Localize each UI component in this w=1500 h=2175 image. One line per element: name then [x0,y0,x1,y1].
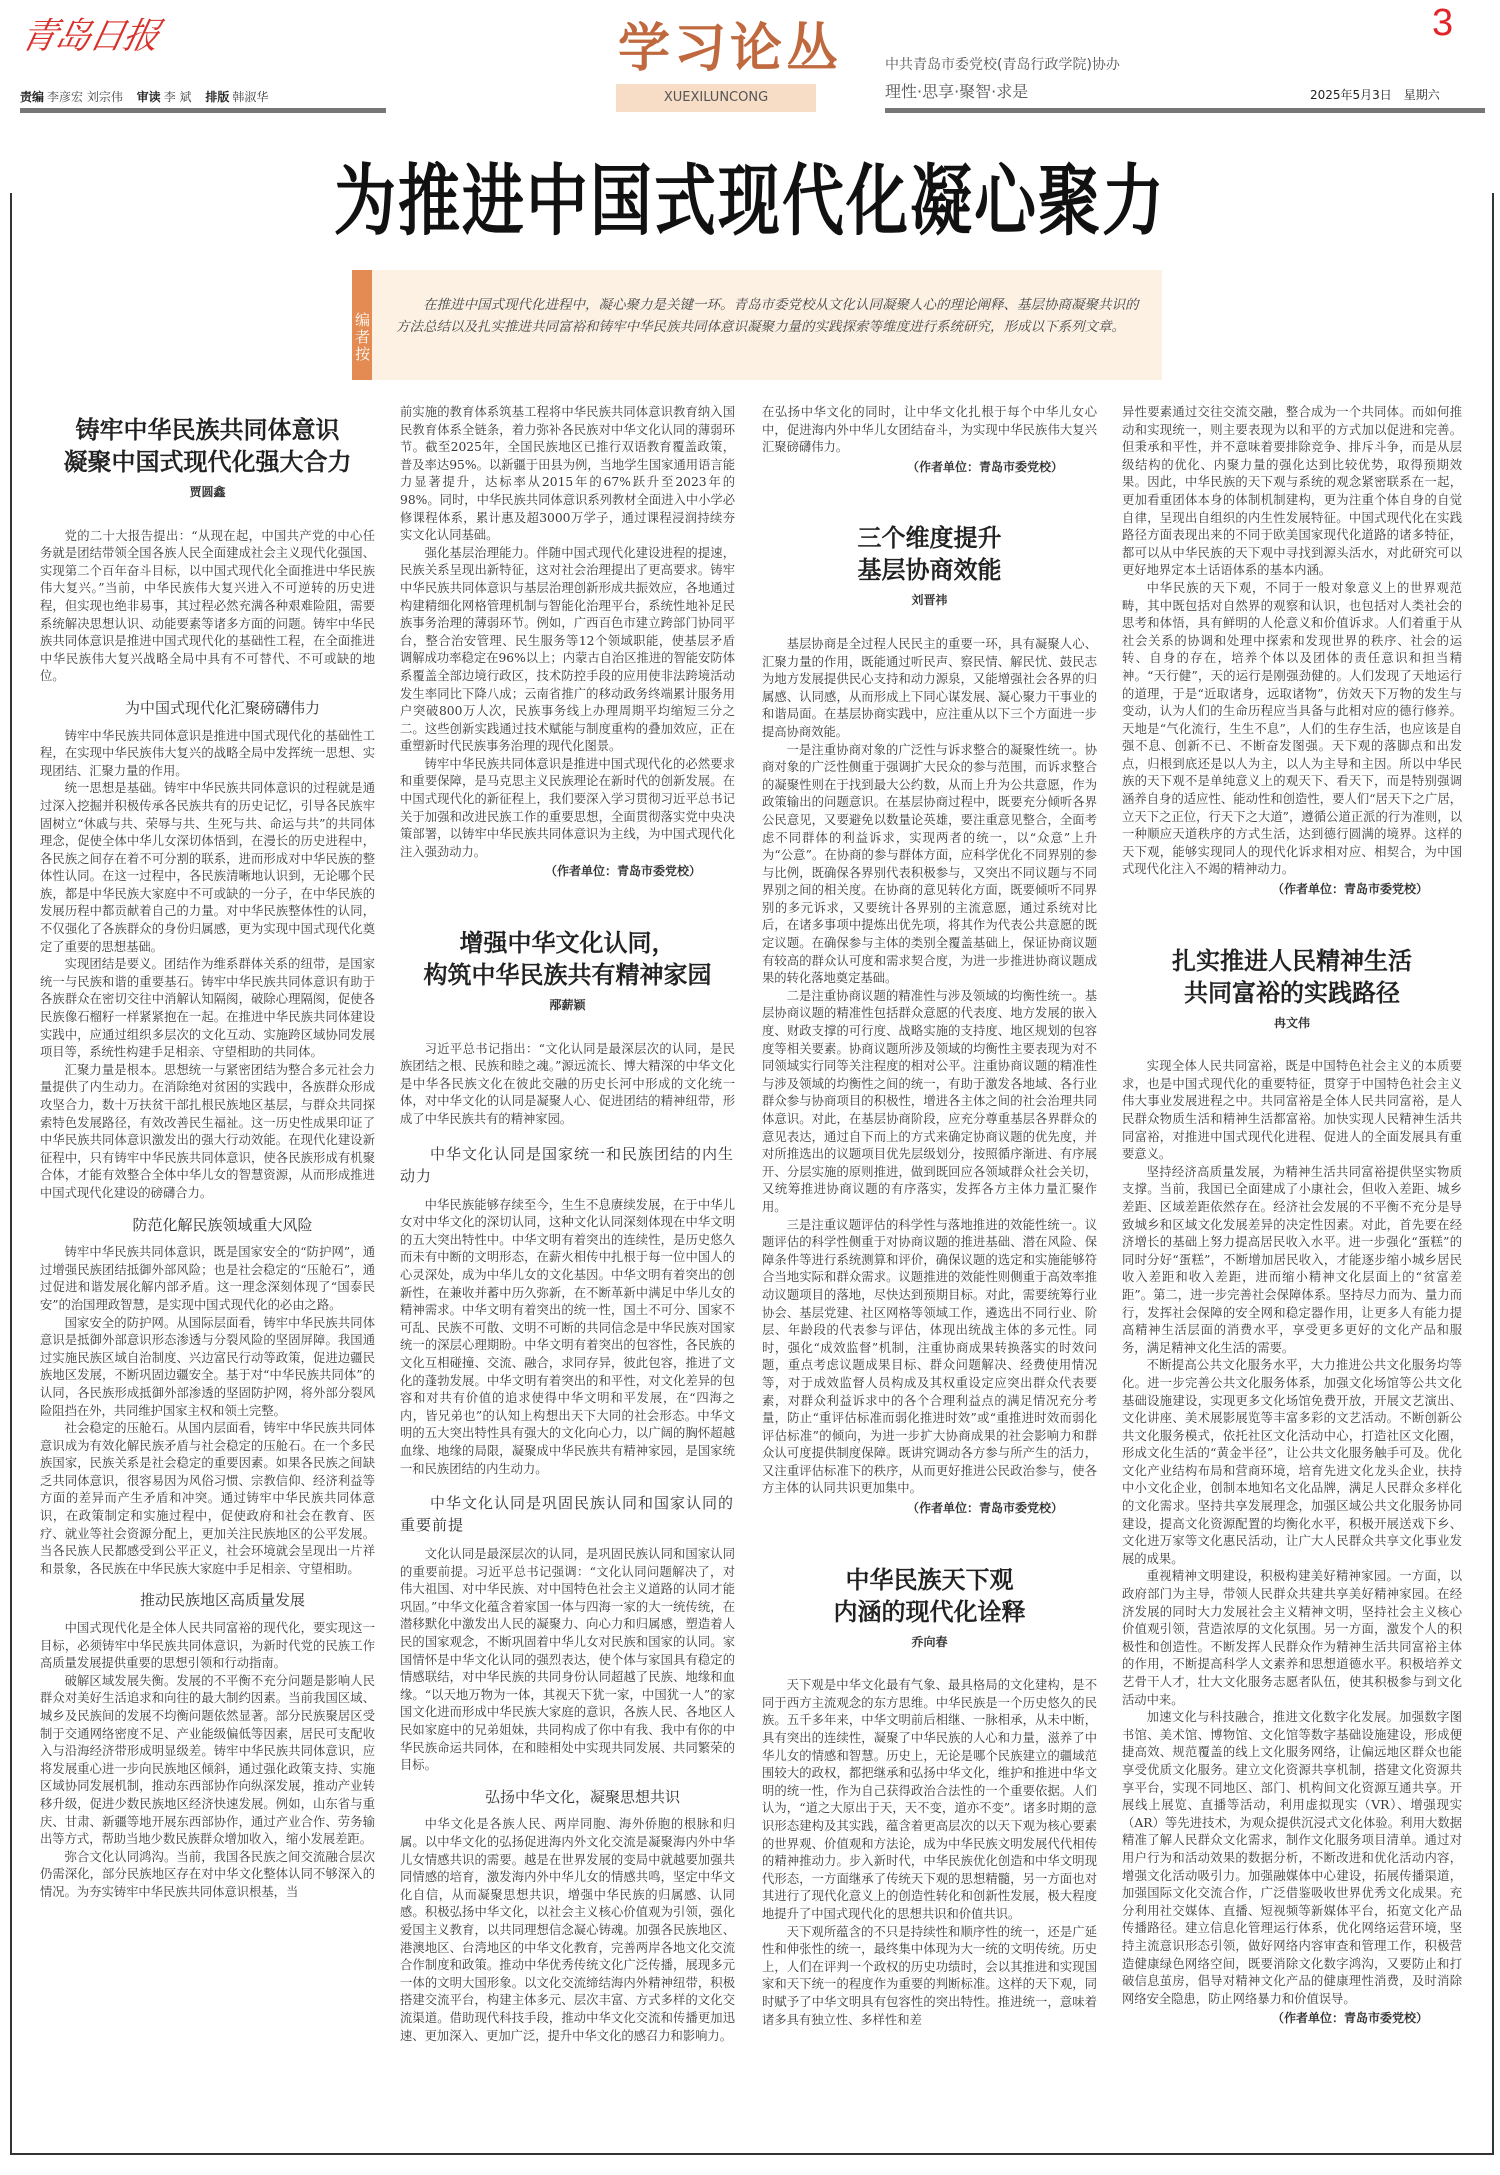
paragraph: 习近平总书记指出：“文化认同是最深层次的认同，是民族团结之根、民族和睦之魂。”源远流长、博大精深的中华文化是中华各民族文化在彼此交融的历史长河中形成的文化统一体，对中华文化的认同是凝聚人心、促进团结的精神纽带，形成了中华民族共有的精神家园。 [400,1041,735,1126]
paragraph: 实现团结是要义。团结作为维系群体关系的纽带，是国家统一与民族和谐的重要基石。铸牢中华民族共同体意识有助于各族群众在密切交往中消解认知隔阂，破除心理隔阂，促使各民族像石榴籽一样紧紧抱在一起。在推进中华民族共同体建设实践中，应通过组织多层次的文化互动、实施跨区域协同发展项目等，系统性构建手足相亲、守望相助的共同体。 [40,957,375,1060]
divider [885,108,1485,113]
column-3 [762,404,1097,2029]
editor-note-tag: 编者按 [352,270,372,380]
article-title: 增强中华文化认同， [459,928,676,958]
paragraph: 实现全体人民共同富裕，既是中国特色社会主义的本质要求，也是中国式现代化的重要特征，贯穿于中国特色社会主义伟大事业发展进程之中。共同富裕是全体人民共同富裕，是人民群众物质生活和精神生活都富裕。加快实现人民精神生活共同富裕，对推进中国式现代化进程、促进人的全面发展具有重要意义。 [1122,1059,1462,1162]
paragraph: 中华民族的天下观，不同于一般对象意义上的世界观范畴，其中既包括对自然界的观察和认识，也包括对人类社会的思考和体悟，具有鲜明的人伦意义和价值诉求。人们着重于从社会关系的协调和处理中探索和发现世界的秩序、社会的运转、自身的存在，培养个体以及团体的责任意识和担当精神。“天行健”，天的运行是刚强劲健的。人们发现了天地运行的道理，于是“近取诸身，远取诸物”，仿效天下万物的发生与变动，认为人们的生命历程应当具备与此相对应的德行修养。天地是“气化流行，生生不息”，人们的生存生活，也应该是自强不息、创新不已、不断奋发图强。天下观的落脚点和出发点，归根到底还是以人为主，以人为主导和主因。所以中华民族的天下观不是单纯意义上的观天下、看天下，而是特别强调涵养自身的适应性、能动性和创造性，要人们“居天下之广居，立天下之正位，行天下之大道”，遵循公道正派的行为准则，以一种顺应天道秩序的方式生活，达到德行圆满的境界。这样的天下观，能够实现同人的现代化诉求相对应、相契合，为中国式现代化注入不竭的精神动力。 [1122,580,1462,877]
section-slogan: 理性·思享·聚智·求是 [885,82,1029,101]
paragraph: 异性要素通过交往交流交融，整合成为一个共同体。而如何推动和实现统一，则主要表现为以和平的方式加以促进和完善。但秉承和平性，并不意味着要排除竞争、排斥斗争，而是从层级结构的优化、内聚力量的强化达到比较优势，取得预期效果。因此，中华民族的天下观与系统的观念紧密联系在一起，更加看重团体本身的体制机制建构，更为注重个体自身的自觉自律，呈现出自组织的内生性发展特征。中国式现代化在实践路径方面表现出来的不同于欧美国家现代化道路的诸多特征，都可以从中华民族的天下观中寻找到源头活水，对此研究可以更好地界定本土话语体系的基本内涵。 [1122,405,1462,578]
article-body [400,1041,735,2046]
credit-names: 李彦宏 刘宗伟 [47,90,123,104]
author-affiliation: （作者单位：青岛市委党校） [906,1501,1063,1516]
article-author: 乔向春 [911,1634,948,1649]
paragraph: 中国式现代化是全体人民共同富裕的现代化，要实现这一目标，必须铸牢中华民族共同体意识，为新时代党的民族工作高质量发展提供重要的思想引领和行动指南。 [40,1621,375,1671]
article-body [400,404,735,861]
article-title: 铸牢中华民族共同体意识 [75,415,340,444]
editor-note [352,270,1162,380]
author-affiliation: （作者单位：青岛市委党校） [1271,2011,1428,2026]
article-body [1122,1058,1462,2008]
paragraph: 重视精神文明建设，积极构建美好精神家园。一方面，以政府部门为主导，带领人民群众共建共享美好精神家园。在经济发展的同时大力发展社会主义精神文明，坚持社会主义核心价值观引领，营造浓厚的文化氛围。另一方面，激发个人的积极性和创造性。不断发挥人民群众作为精神生活共同富裕主体的作用，不断提高科学人文素养和思想道德水平。积极培养文艺骨干人才，壮大文化服务志愿者队伍，使其积极参与到文化活动中来。 [1122,1569,1462,1707]
section-pinyin: XUEXILUNCONG [616,84,816,112]
article-title: 凝聚中国式现代化强大合力 [63,447,352,476]
paragraph: 中华文化是各族人民、两岸同胞、海外侨胞的根脉和归属。以中华文化的弘扬促进海内外文化交流是凝聚海内外中华儿女情感共识的需要。越是在世界发展的变局中就越要加强共同情感的培育，激发海内外中华儿女的情感共鸣，坚定中华文化自信，从而凝聚思想共识，增强中华民族的归属感、认同感。积极弘扬中华文化，以社会主义核心价值观为引领，强化爱国主义教育，以共同理想信念凝心铸魂。加强各民族地区、港澳地区、台湾地区的中华文化教育，完善两岸各地文化交流合作制度和政策。推动中华优秀传统文化广泛传播，展现多元一体的文明大国形象。以文化交流缔结海内外精神纽带，积极搭建交流平台，构建主体多元、层次丰富、方式多样的文化交流渠道。借助现代科技手段，推动中华文化交流和传播更加迅速、更加深入、更加广泛，提升中华文化的感召力和影响力。 [400,1817,735,2043]
credit-names: 韩淑华 [232,90,269,104]
paragraph: 弥合文化认同鸿沟。当前，我国各民族之间交流融合层次仍需深化，部分民族地区存在对中华文化整体认同不够深入的情况。为夯实铸牢中华民族共同体意识根基，当 [40,1849,375,1899]
credit-role: 排版 [205,90,230,104]
editorial-credits [20,88,278,105]
article-title: 构筑中华民族共有精神家园 [423,960,712,990]
article-author: 邴薪颖 [549,998,586,1013]
issue-date: 2025年5月3日 星期六 [1310,88,1440,102]
paragraph: 强化基层治理能力。伴随中国式现代化建设进程的提速，民族关系呈现出新特征，这对社会治理提出了更高要求。铸牢中华民族共同体意识与基层治理创新形成共振效应，各地通过构建精细化网格管理机制与智能化治理平台，系统性地补足民族事务治理的薄弱环节。例如，广西百色市建立跨部门协同平台，整合治安管理、民生服务等12个领域职能，使基层矛盾调解成功率稳定在96%以上；内蒙古自治区推进的智能安防体系覆盖全部边境行政区，技术防控手段的应用使非法跨境活动发生率同比下降八成；云南省推广的移动政务终端累计服务用户突破800万人次，民族事务线上办理周期平均缩短三分之二。这些创新实践通过技术赋能与制度重构的叠加效应，正在重塑新时代民族事务治理的现代化图景。 [400,545,735,754]
paragraph: 前实施的教育体系筑基工程将中华民族共同体意识教育纳入国民教育体系全链条，着力弥补各民族对中华文化认同的薄弱环节。截至2025年，全国民族地区已推行双语教育覆盖政策，普及率达95%。以新疆于田县为例，当地学生国家通用语言能力显著提升，达标率从2015年的67%跃升至2023年的98%。同时，中华民族共同体意识系列教材全面进入中小学必修课程体系，累计惠及超3000万学子，通过课程浸润持续夯实文化认同基础。 [400,405,735,543]
article [400,927,735,2045]
article-body [762,636,1097,1498]
paragraph: 一是注重协商对象的广泛性与诉求整合的凝聚性统一。协商对象的广泛性侧重于强调扩大民众的参与范围，而诉求整合的凝聚性则在于找到最大公约数，从而上升为公共意愿，作为政策输出的问题意识。在基层协商过程中，既要充分倾听各界公民意见，又要避免以数量论英雄，要注重意见整合，全面考虑不同群体的利益诉求，实现两者的统一，以“众意”上升为“公意”。在协商的参与群体方面，应科学优化不同界别的参与比例，既确保各界别代表积极参与，又突出不同议题与不同界别之间的相关度。在协商的意见转化方面，既要倾听不同界别的多元诉求，又要统计各界别的主流意愿，通过系统对比后，在诸多事项中提炼出优先项，将其作为代表公共意愿的既定议题。在确保参与主体的类别全覆盖基础上，保证协商议题有较高的群众认可度和需求契合度，为进一步推进协商议题成果的转化落地奠定基础。 [762,742,1097,986]
credit-names: 李 斌 [163,90,192,104]
paragraph: 铸牢中华民族共同体意识，既是国家安全的“防护网”，通过增强民族团结抵御外部风险；也是社会稳定的“压舱石”，通过促进和谐发展化解内部矛盾。这一理念深刻体现了“国泰民安”的治国理政智慧，是实现中国式现代化的必由之路。 [40,1245,375,1312]
section-heading: 中华文化认同是巩固民族认同和国家认同的重要前提 [400,1494,735,1535]
credit-role: 审读 [136,90,161,104]
article [762,1564,1097,2029]
article-body [762,404,1097,457]
paragraph: 不断提高公共文化服务水平，大力推进公共文化服务均等化。进一步完善公共文化服务体系，加强文化场馆等公共文化基础设施建设，实现更多文化场馆免费开放，开展文艺演出、文化讲座、美术展影展览等丰富多彩的文艺活动。不断创新公共文化服务模式，依托社区文化活动中心，打造社区文化圈，形成文化生活的“黄金半径”，让公共文化服务触手可及。优化文化产业结构布局和营商环境，培育先进文化龙头企业，扶持中小文化企业，创制本地知名文化品牌，满足人民群众多样化的文化需求。坚持共享发展理念，加强区域公共文化服务协同建设，提高文化资源配置的均衡化水平，积极开展送戏下乡、文化进万家等文化惠民活动，让广大人民群众共享文化事业发展的成果。 [1122,1358,1462,1566]
article [40,400,375,1902]
column-2 [400,404,735,2045]
page-number: 3 [1432,2,1454,44]
section-heading: 防范化解民族领域重大风险 [132,1215,313,1234]
paragraph: 社会稳定的压舱石。从国内层面看，铸牢中华民族共同体意识成为有效化解民族矛盾与社会稳定的压舱石。在一个多民族国家，民族关系是社会稳定的重要因素。如果各民族之间缺乏共同体意识，很容易因为风俗习惯、宗教信仰、经济利益等方面的差异而产生矛盾和冲突。通过铸牢中华民族共同体意识，在政策制定和实施过程中，促使政府和社会在教育、医疗、就业等社会资源分配上，更加关注民族地区的公平发展。当各民族人民都感受到公平正义，社会环境就会呈现出一片祥和景象，各民族在中华民族大家庭中手足相亲、守望相助。 [40,1421,375,1576]
author-affiliation: （作者单位：青岛市委党校） [1271,882,1428,897]
article-author: 冉文伟 [1273,1015,1310,1030]
masthead [0,0,1500,120]
article-title: 三个维度提升 [857,523,1002,553]
article-body [40,528,375,1902]
column-4 [1122,404,1462,2028]
divider [20,108,386,113]
article-title: 内涵的现代化诠释 [833,1596,1026,1626]
author-affiliation: （作者单位：青岛市委党校） [906,459,1063,474]
article [1122,945,1462,2028]
paragraph: 破解区域发展失衡。发展的不平衡不充分问题是影响人民群众对美好生活追求和向往的最大制约因素。当前我国区域、城乡及民族间的发展不均衡问题依然显著。部分民族聚居区受制于交通网络密度不足、产业能级偏低等因素，居民可支配收入与沿海经济带形成明显级差。铸牢中华民族共同体意识，应将发展重心进一步向民族地区倾斜，通过强化政策支持、实施区域协同发展机制，推动东西部协作向纵深发展，推动产业转移升级，促进少数民族地区经济快速发展。例如，山东省与重庆、甘肃、新疆等地开展东西部协作，通过产业合作、劳务输出等方式，帮助当地少数民族群众增加收入，缩小发展差距。 [40,1673,375,1847]
paragraph: 三是注重议题评估的科学性与落地推进的效能性统一。议题评估的科学性侧重于对协商议题的推进基础、潜在风险、保障条件等进行系统测算和评价，确保议题的选定和实施能够符合当地实际和群众需求。议题推进的效能性则侧重于高效率推动议题项目的落地，尽快达到预期目标。对此，需要统筹行业协会、基层党建、社区网格等领域工作，遴选出不同行业、阶层、年龄段的代表参与评估，体现出统战主体的多元性。同时，强化“成效监督”机制，注重协商成果转换落实的时效问题，重点考虑议题成果目标、群众问题解决、经费使用情况等，对于成效监督人员构成及其权重设定应突出群众代表要素，对群众利益诉求中的各个合理利益点的满足情况充分考量，防止“重评估标准而弱化推进时效”或“重推进时效而弱化评估标准”的倾向，为进一步扩大协商成果的社会影响力和群众认可度提供制度保障。既讲究调动各方参与所产生的活力，又注重评估标准下的秩序，从而更好推进公民政治参与，使各方主体的认同共识更加集中。 [762,1217,1097,1496]
paragraph: 天下观所蕴含的不只是持续性和顺序性的统一，还是广延性和伸张性的统一，最终集中体现为大一统的文明传统。历史上，人们在评判一个政权的历史功绩时，会以其推进和实现国家和天下统一的程度作为重要的判断标准。这样的天下观，同时赋予了中华文明具有包容性的突出特性。推进统一，意味着诸多具有独立性、多样性和差 [762,1924,1097,2027]
paragraph: 汇聚力量是根本。思想统一与紧密团结为整合多元社会力量提供了内生动力。在消除绝对贫困的实践中，各族群众形成攻坚合力，数十万扶贫干部扎根民族地区基层，与群众共同探索特色发展路径，有效改善民生福祉。这一历史性成果印证了中华民族共同体意识激发出的强大行动效能。在现代化建设新征程中，只有铸牢中华民族共同体意识，使各民族形成有机聚合体，才能有效整合全体中华儿女的智慧资源，从而形成推进中国式现代化建设的磅礴合力。 [40,1062,375,1200]
paragraph: 文化认同是最深层次的认同，是巩固民族认同和国家认同的重要前提。习近平总书记强调：“文化认同问题解决了，对伟大祖国、对中华民族、对中国特色社会主义道路的认同才能巩固。”中华文化蕴含着家国一体与四海一家的大一统传统，在潜移默化中激发出人民的凝聚力、向心力和归属感，塑造着人民的国家观念，不断巩固着中华儿女对民族和国家的认同。家国情怀是中华文化认同的强烈表达，使个体与家国具有稳定的情感联结，对中华民族的共同身份认同超越了民族、地缘和血缘。“以天地万物为一体，其视天下犹一家，中国犹一人”的家国文化进而形成中华民族大家庭的意识，各族人民、各地区人民如家庭中的兄弟姐妹，共同构成了你中有我、我中有你的中华民族命运共同体，在和睦相处中实现共同发展、共同繁荣的目标。 [400,1547,735,1773]
section-heading: 弘扬中华文化，凝聚思想共识 [484,1787,680,1806]
paragraph: 在弘扬中华文化的同时，让中华文化扎根于每个中华儿女心中，促进海内外中华儿女团结奋斗，为实现中华民族伟大复兴汇聚磅礴伟力。 [762,405,1097,455]
paragraph: 党的二十大报告提出：“从现在起，中国共产党的中心任务就是团结带领全国各族人民全面建成社会主义现代化强国、实现第二个百年奋斗目标，以中国式现代化全面推进中华民族伟大复兴。”当前，中华民族伟大复兴进入不可逆转的历史进程，但实现也绝非易事，其过程必然充满各种艰难险阻，需要系统解决思想认识、动能要素等诸多方面的问题。铸牢中华民族共同体意识是推进中国式现代化的基础性工程，在全面推进中华民族伟大复兴战略全局中具有不可替代、不可或缺的地位。 [40,528,375,684]
article-title: 基层协商效能 [857,555,1002,585]
paragraph: 铸牢中华民族共同体意识是推进中国式现代化的基础性工程，在实现中华民族伟大复兴的战略全局中发挥统一思想、实现团结、汇聚力量的作用。 [40,728,375,778]
credit-role: 责编 [20,90,45,104]
article-title: 共同富裕的实践路径 [1184,977,1400,1007]
paragraph: 国家安全的防护网。从国际层面看，铸牢中华民族共同体意识是抵御外部意识形态渗透与分裂风险的坚固屏障。我国通过实施民族区域自治制度、兴边富民行动等政策，促进边疆民族地区发展，不断巩固边疆安全。基于对“中华民族共同体”的认同，各民族形成抵御外部渗透的坚固防护网，将外部分裂风险阻挡在外，共同维护国家主权和领土完整。 [40,1315,375,1418]
article [762,522,1097,1517]
paragraph: 二是注重协商议题的精准性与涉及领域的均衡性统一。基层协商议题的精准性包括群众意愿的代表度、地方发展的嵌入度、财政支撑的可行度、战略实施的支持度、地区规划的包容度等相关要素。协商议题所涉及领域的均衡性主要表现为对不同领域实行同等关注程度的相对公平。注重协商议题的精准性与涉及领域的均衡性之间的统一，有助于激发各地域、各行业群众参与协商项目的积极性，增进各主体之间的社会治理共同体意识。对此，在基层协商阶段，应充分尊重基层各界群众的意见表达，通过自下而上的方式来确定协商议题的优先度，并对所推选出的议题项目优先层级划分，按照循序渐进、有序展开、分层实施的原则推进，做到既回应各领域群众社会关切，又统筹推进协商议题的有序落实，发挥各方主体力量汇聚作用。 [762,988,1097,1214]
paragraph: 坚持经济高质量发展，为精神生活共同富裕提供坚实物质支撑。当前，我国已全面建成了小康社会，但收入差距、城乡差距、区域差距依然存在。经济社会发展的不平衡不充分是导致城乡和区域文化发展差异的决定性因素。对此，首先要在经济增长的基础上努力提高居民收入水平。进一步强化“蛋糕”的同时分好“蛋糕”，不断增加居民收入，才能逐步缩小城乡居民收入差距和收入差距，进而缩小精神文化层面上的“贫富差距”。第二，进一步完善社会保障体系。坚持尽力而为、量力而行，发挥社会保障的安全网和稳定器作用，让更多人有能力提高精神生活层面的消费水平，享受更多更好的文化产品和服务，满足精神文化生活的需要。 [1122,1164,1462,1355]
paragraph: 天下观是中华文化最有气象、最具格局的文化建构，是不同于西方主流观念的东方思维。中华民族是一个历史悠久的民族。五千多年来，中华文明前后相继、一脉相承，从未中断，具有突出的连续性，凝聚了中华民族的人心和力量，滋养了中华儿女的情感和智慧。历史上，无论是哪个民族建立的疆域范围较大的政权，都把继承和弘扬中华文化，维护和推进中华文明的统一性，作为自己获得政治合法性的一个重要依据。人们认为，“道之大原出于天，天不变，道亦不变”。诸多时期的意识形态建构及其实践，蕴含着更高层次的以天下观为核心要素的世界观、价值观和方法论，成为中华民族文明发展代代相传的精神推动力。步入新时代，中华民族优化创造和中华文明现代形态，一方面继承了传统天下观的思想精髓，另一方面也对其进行了现代化意义上的创造性转化和创新性发展，极大程度地提升了中国式现代化的思想共识和价值共识。 [762,1678,1097,1921]
page-title: 为推进中国式现代化凝心聚力 [333,155,1166,247]
section-heading: 为中国式现代化汇聚磅礴伟力 [124,698,320,717]
newspaper-logo: 青岛日报 [17,16,162,57]
cohost-label: 中共青岛市委党校(青岛行政学院)协办 [885,57,1120,73]
article-title: 中华民族天下观 [845,1564,1014,1594]
article-body [762,1677,1097,2029]
article-author: 刘晋祎 [911,593,948,608]
section-heading: 中华文化认同是国家统一和民族团结的内生动力 [400,1144,735,1185]
article-author: 贾圆鑫 [189,485,226,499]
author-affiliation: （作者单位：青岛市委党校） [544,864,701,879]
section-heading: 推动民族地区高质量发展 [139,1591,305,1610]
paragraph: 铸牢中华民族共同体意识是推进中国式现代化的必然要求和重要保障，是马克思主义民族理论在新时代的创新发展。在中国式现代化的新征程上，我们要深入学习贯彻习近平总书记关于加强和改进民族工作的重要思想，全面贯彻落实党中央决策部署，以铸牢中华民族共同体意识为主线，为中国式现代化注入强劲动力。 [400,756,735,859]
article-body [1122,404,1462,879]
editor-note-text: 在推进中国式现代化进程中，凝心聚力是关键一环。青岛市委党校从文化认同凝聚人心的理论阐释、基层协商凝聚共识的方法总结以及扎实推进共同富裕和铸牢中华民族共同体意识凝聚力量的实践探索等维度进行系统研究，形成以下系列文章。 [396,297,1139,335]
paragraph: 中华民族能够存续至今，生生不息赓续发展，在于中华儿女对中华文化的深切认同，这种文化认同深刻体现在中华文明的五大突出特性中。中华文明有着突出的连续性，是历史悠久而未有中断的文明形态，在薪火相传中扎根于每一位中国人的心灵深处，成为中华儿女的文化基因。中华文明有着突出的创新性，在兼收并蓄中历久弥新，在不断革新中满足中华儿女的精神需求。中华文明有着突出的统一性，国土不可分、国家不可乱、民族不可散、文明不可断的共同信念是中华民族对国家统一的深层心理期盼。中华文明有着突出的包容性，各民族的文化互相碰撞、交流、融合，求同存异，彼此包容，推进了文化的蓬勃发展。中华文明有着突出的和平性，对文化差异的包容和对共有价值的追求使得中华文明和平发展，在“四海之内，皆兄弟也”的认知上构想出天下大同的社会形态。中华文明的五大突出特性具有强大的文化向心力，以广阔的胸怀超越血缘、地缘的局限，凝聚成中华民族共有精神家园，是国家统一和民族团结的内生动力。 [400,1197,735,1476]
section-title: 学习论丛 [618,18,843,79]
paragraph: 加速文化与科技融合，推进文化数字化发展。加强数字图书馆、美术馆、博物馆、文化馆等数字基础设施建设，形成便捷高效、规范覆盖的线上文化服务网络，让偏远地区群众也能享受优质文化服务。建立文化资源共享机制，搭建文化资源共享平台，实现不同地区、部门、机构间文化资源互通共享。开展线上展览、直播等活动，利用虚拟现实（VR）、增强现实（AR）等先进技术，为观众提供沉浸式文化体验。利用大数据精准了解人民群众文化需求，制作文化服务项目清单。通过对用户行为和活动效果的数据分析，不断改进和优化活动内容，增强文化活动吸引力。加强融媒体中心建设，拓展传播渠道，加强国际文化交流合作，广泛借鉴吸收世界优秀文化成果。充分利用社交媒体、直播、短视频等新媒体平台，拓宽文化产品传播路径。建立信息化管理运行体系，优化网络运营环境，坚持主流意识形态引领，做好网络内容审查和管理工作，积极营造健康绿色网络空间，既要消除文化数字鸿沟，又要防止和打破信息茧房，倡导对精神文化产品的健康理性消费，及时消除网络安全隐患，防止网络暴力和价值误导。 [1122,1710,1462,2006]
article-title: 扎实推进人民精神生活 [1172,945,1412,975]
paragraph: 统一思想是基础。铸牢中华民族共同体意识的过程就是通过深入挖掘并积极传承各民族共有的历史记忆，引导各民族牢固树立“休戚与共、荣辱与共、生死与共、命运与共”的共同体理念，促使全体中华儿女深切体悟到，在漫长的历史进程中，各民族之间存在着不可分割的联系，进而形成对中华民族的整体性认同。在这一过程中，各民族清晰地认识到，无论哪个民族，都是中华民族大家庭中不可或缺的一分子，在中华民族的发展历程中都贡献着自己的力量。对中华民族整体性的认同，不仅强化了各族群众的身份归属感，更为实现中国式现代化奠定了重要的思想基础。 [40,781,375,954]
column-1 [40,400,375,1902]
paragraph: 基层协商是全过程人民民主的重要一环，具有凝聚人心、汇聚力量的作用，既能通过听民声、察民情、解民忧、鼓民志为地方发展提供民心支持和动力源泉，又能增强社会各界的归属感、认同感，从而形成上下同心谋发展、凝心聚力干事业的和谐局面。在基层协商实践中，应注重从以下三个方面进一步提高协商效能。 [762,636,1097,739]
